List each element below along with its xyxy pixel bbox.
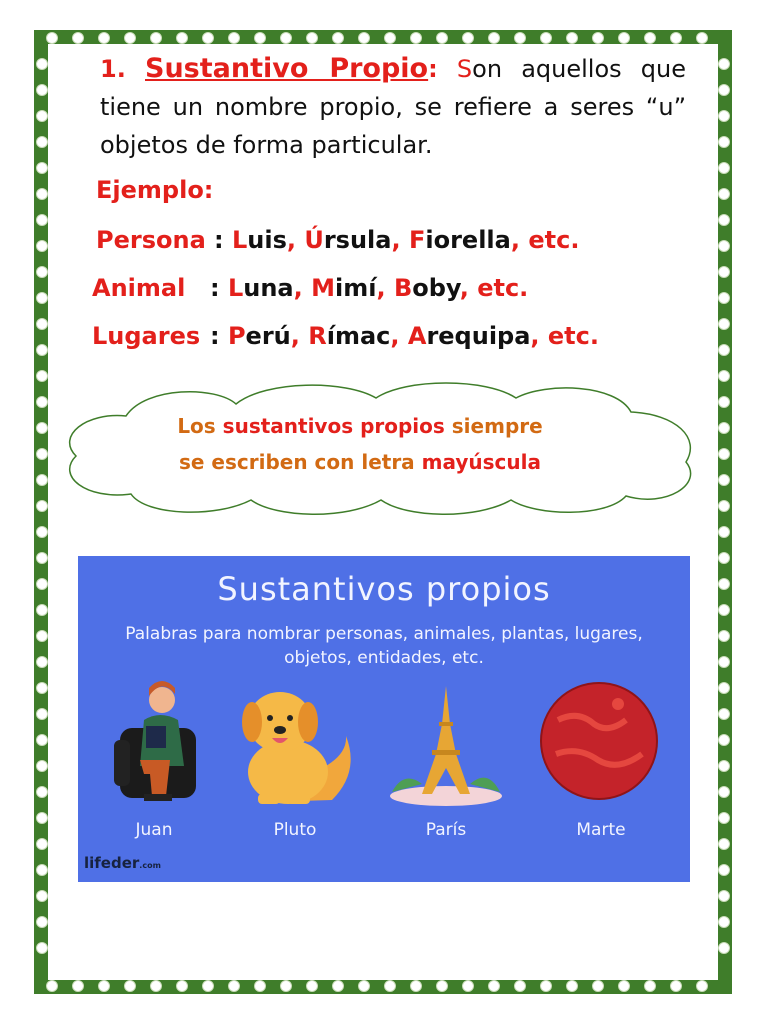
example-item-rest: iorella bbox=[425, 226, 511, 254]
border-flower bbox=[436, 32, 448, 44]
border-flower bbox=[46, 980, 58, 992]
border-flower bbox=[36, 422, 48, 434]
border-flower bbox=[36, 552, 48, 564]
example-item-rest: ímac bbox=[326, 322, 391, 350]
example-item-rest: uis bbox=[247, 226, 287, 254]
border-flower bbox=[36, 448, 48, 460]
border-flower bbox=[228, 980, 240, 992]
border-flower bbox=[228, 32, 240, 44]
example-row-label: Animal bbox=[92, 274, 186, 302]
border-flower bbox=[358, 32, 370, 44]
title-colon: : bbox=[428, 55, 438, 83]
example-item-initial: A bbox=[407, 322, 427, 350]
border-flower bbox=[670, 980, 682, 992]
border-flower bbox=[36, 474, 48, 486]
example-item-comma: , bbox=[459, 274, 478, 302]
border-flower bbox=[718, 682, 730, 694]
border-flower bbox=[254, 32, 266, 44]
example-item-initial: P bbox=[227, 322, 246, 350]
border-flower bbox=[718, 630, 730, 642]
example-row-separator: : bbox=[214, 226, 232, 254]
border-flower bbox=[488, 32, 500, 44]
border-flower bbox=[696, 980, 708, 992]
border-flower bbox=[202, 980, 214, 992]
border-flower bbox=[176, 980, 188, 992]
border-flower bbox=[46, 32, 58, 44]
border-flower bbox=[36, 942, 48, 954]
example-item-rest: requipa bbox=[426, 322, 531, 350]
border-flower bbox=[36, 292, 48, 304]
example-row bbox=[96, 226, 579, 254]
border-flower bbox=[332, 980, 344, 992]
border-flower bbox=[718, 266, 730, 278]
border-flower bbox=[718, 110, 730, 122]
border-flower bbox=[718, 864, 730, 876]
person-reading-illustration bbox=[104, 670, 208, 810]
cloud-text-los: Los bbox=[177, 414, 223, 438]
border-flower bbox=[718, 760, 730, 772]
example-item-initial: F bbox=[408, 226, 426, 254]
border-flower bbox=[514, 32, 526, 44]
border-flower bbox=[718, 162, 730, 174]
example-item-comma: , bbox=[376, 274, 394, 302]
border-flower bbox=[618, 980, 630, 992]
cloud-line-1 bbox=[120, 408, 600, 444]
cloud-text-sustantivos: sustantivos propios bbox=[222, 414, 445, 438]
border-flower bbox=[644, 980, 656, 992]
border-flower bbox=[718, 344, 730, 356]
border-flower bbox=[618, 32, 630, 44]
example-heading: Ejemplo: bbox=[96, 176, 214, 204]
border-flower bbox=[718, 214, 730, 226]
border-flower bbox=[36, 136, 48, 148]
border-flower bbox=[36, 318, 48, 330]
example-item-rest: oby bbox=[412, 274, 460, 302]
border-flower bbox=[36, 84, 48, 96]
banner-subtitle: Palabras para nombrar personas, animales, plantas, lugares, objetos, entidades, etc. bbox=[125, 624, 643, 668]
example-item-comma: , bbox=[286, 226, 305, 254]
border-flower bbox=[566, 32, 578, 44]
border-flower bbox=[718, 656, 730, 668]
border-flower bbox=[150, 32, 162, 44]
border-flower bbox=[718, 188, 730, 200]
border-flower bbox=[36, 526, 48, 538]
border-flower bbox=[592, 980, 604, 992]
caption-marte: Marte bbox=[576, 820, 626, 840]
border-flower bbox=[36, 162, 48, 174]
cloud-text-mayuscula: mayúscula bbox=[421, 450, 541, 474]
border-flower bbox=[36, 838, 48, 850]
border-flower bbox=[436, 980, 448, 992]
example-item-rest: una bbox=[243, 274, 294, 302]
cloud-text-siempre: siempre bbox=[444, 414, 543, 438]
border-flower bbox=[718, 890, 730, 902]
border-flower bbox=[718, 916, 730, 928]
example-row-separator: : bbox=[210, 274, 228, 302]
border-flower bbox=[718, 708, 730, 720]
border-flower bbox=[592, 32, 604, 44]
example-row-label: Lugares bbox=[92, 322, 201, 350]
border-flower bbox=[36, 812, 48, 824]
border-flower bbox=[176, 32, 188, 44]
example-row-etc: etc. bbox=[477, 274, 529, 302]
example-item-initial: R bbox=[308, 322, 327, 350]
lifeder-logo bbox=[84, 854, 161, 872]
eiffel-tower-illustration bbox=[384, 684, 508, 812]
border-flower bbox=[718, 526, 730, 538]
border-flower bbox=[718, 734, 730, 746]
border-flower bbox=[718, 474, 730, 486]
border-flower bbox=[718, 396, 730, 408]
border-flower bbox=[36, 500, 48, 512]
border-flower bbox=[718, 292, 730, 304]
infographic-banner bbox=[78, 556, 690, 882]
border-flower bbox=[36, 760, 48, 772]
border-flower bbox=[36, 656, 48, 668]
example-item-initial: L bbox=[231, 226, 248, 254]
example-item-rest: rsula bbox=[323, 226, 392, 254]
example-item-comma: , bbox=[390, 322, 408, 350]
example-item-initial: Ú bbox=[304, 226, 324, 254]
example-row-separator: : bbox=[210, 322, 228, 350]
example-row-label: Persona bbox=[96, 226, 206, 254]
border-flower bbox=[670, 32, 682, 44]
border-flower bbox=[36, 890, 48, 902]
border-flower bbox=[36, 240, 48, 252]
border-flower bbox=[410, 32, 422, 44]
border-flower bbox=[718, 838, 730, 850]
border-flower bbox=[718, 942, 730, 954]
border-flower bbox=[36, 58, 48, 70]
border-flower bbox=[280, 32, 292, 44]
border-flower bbox=[36, 578, 48, 590]
border-flower bbox=[36, 214, 48, 226]
border-flower bbox=[36, 682, 48, 694]
example-item-rest: imí bbox=[335, 274, 377, 302]
border-flower bbox=[36, 734, 48, 746]
border-flower bbox=[540, 32, 552, 44]
border-flower bbox=[36, 344, 48, 356]
banner-title: Sustantivos propios bbox=[217, 570, 551, 608]
border-flower bbox=[36, 396, 48, 408]
border-flower bbox=[718, 604, 730, 616]
border-flower bbox=[72, 980, 84, 992]
border-flower bbox=[718, 240, 730, 252]
border-flower bbox=[718, 422, 730, 434]
border-flower bbox=[98, 980, 110, 992]
example-item-comma: , bbox=[391, 226, 409, 254]
border-flower bbox=[644, 32, 656, 44]
example-row bbox=[92, 322, 599, 350]
definition-paragraph bbox=[100, 50, 686, 164]
logo-text: lifeder bbox=[84, 854, 140, 872]
border-flower bbox=[696, 32, 708, 44]
border-flower bbox=[718, 812, 730, 824]
border-flower bbox=[280, 980, 292, 992]
border-flower bbox=[718, 786, 730, 798]
border-flower bbox=[718, 318, 730, 330]
border-flower bbox=[36, 864, 48, 876]
border-flower bbox=[72, 32, 84, 44]
border-flower bbox=[410, 980, 422, 992]
border-flower bbox=[462, 980, 474, 992]
border-flower bbox=[306, 32, 318, 44]
border-flower bbox=[514, 980, 526, 992]
border-flower bbox=[124, 32, 136, 44]
example-row-etc: etc. bbox=[547, 322, 599, 350]
border-flower bbox=[98, 32, 110, 44]
border-flower bbox=[306, 980, 318, 992]
border-flower bbox=[718, 500, 730, 512]
border-flower bbox=[488, 980, 500, 992]
border-flower bbox=[462, 32, 474, 44]
logo-suffix: .com bbox=[139, 861, 161, 870]
cloud-message bbox=[120, 408, 600, 480]
cloud-text-escriben: se escriben con letra bbox=[178, 450, 422, 474]
cloud-line-2 bbox=[120, 444, 600, 480]
caption-pluto: Pluto bbox=[273, 820, 317, 840]
border-flower bbox=[566, 980, 578, 992]
dog-illustration bbox=[228, 682, 358, 810]
border-flower bbox=[718, 136, 730, 148]
example-item-comma: , bbox=[293, 274, 312, 302]
border-flower bbox=[718, 84, 730, 96]
border-flower bbox=[718, 58, 730, 70]
section-title: Sustantivo Propio bbox=[145, 53, 429, 84]
border-flower bbox=[384, 32, 396, 44]
border-flower bbox=[36, 916, 48, 928]
border-flower bbox=[384, 980, 396, 992]
definition-first-letter: S bbox=[456, 55, 473, 83]
example-item-rest: erú bbox=[245, 322, 291, 350]
border-flower bbox=[36, 266, 48, 278]
border-flower bbox=[36, 110, 48, 122]
border-flower bbox=[254, 980, 266, 992]
border-flower bbox=[36, 604, 48, 616]
border-flower bbox=[124, 980, 136, 992]
border-flower bbox=[36, 708, 48, 720]
border-flower bbox=[36, 370, 48, 382]
border-flower bbox=[718, 552, 730, 564]
border-flower bbox=[332, 32, 344, 44]
example-row bbox=[92, 274, 528, 302]
section-number: 1. bbox=[100, 55, 126, 83]
example-row-etc: etc. bbox=[528, 226, 580, 254]
example-item-comma: , bbox=[530, 322, 548, 350]
border-flower bbox=[36, 630, 48, 642]
border-flower bbox=[36, 786, 48, 798]
example-item-comma: , bbox=[290, 322, 309, 350]
example-item-initial: B bbox=[393, 274, 413, 302]
border-flower bbox=[718, 370, 730, 382]
border-flower bbox=[540, 980, 552, 992]
caption-paris: París bbox=[425, 820, 467, 840]
definition-text: on aquellos que tiene un nombre propio, se refiere a seres “u” objetos de forma particular. bbox=[100, 55, 687, 159]
example-item-initial: L bbox=[227, 274, 244, 302]
border-flower bbox=[36, 188, 48, 200]
mars-planet-illustration bbox=[538, 680, 660, 802]
border-flower bbox=[202, 32, 214, 44]
example-item-comma: , bbox=[510, 226, 529, 254]
caption-juan: Juan bbox=[135, 820, 173, 840]
border-flower bbox=[718, 448, 730, 460]
border-flower bbox=[150, 980, 162, 992]
border-flower bbox=[718, 578, 730, 590]
example-item-initial: M bbox=[311, 274, 335, 302]
border-flower bbox=[358, 980, 370, 992]
